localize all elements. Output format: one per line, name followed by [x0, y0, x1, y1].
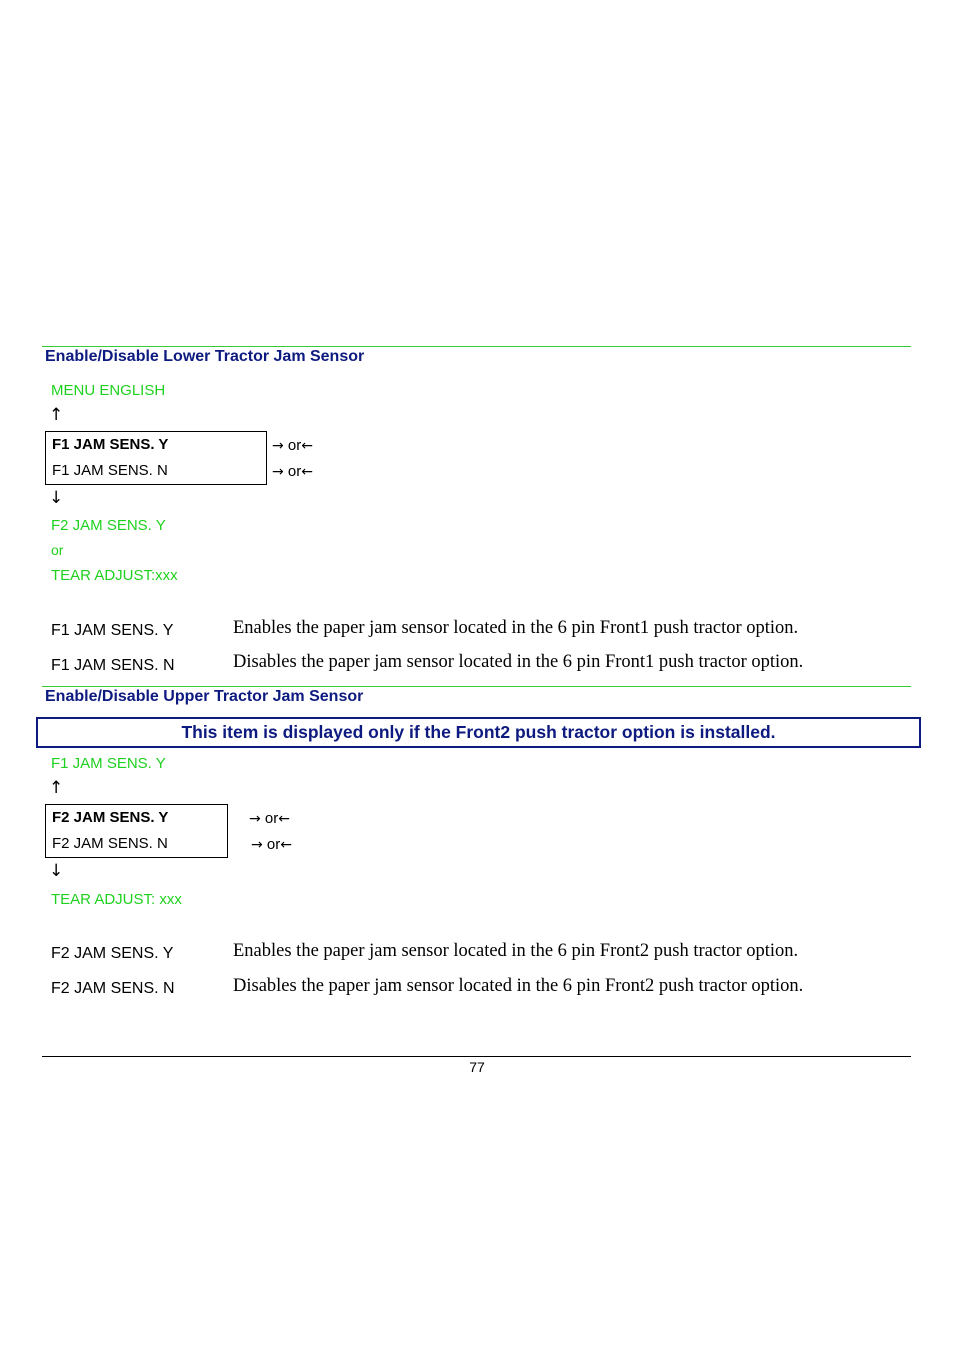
left-arrow-icon: ←: [278, 811, 290, 827]
menu-next-item: TEAR ADJUST:xxx: [51, 567, 178, 584]
definition-text: Enables the paper jam sensor located in the 6 pin Front2 push tractor option.: [233, 941, 799, 961]
menu-previous-item: F1 JAM SENS. Y: [51, 755, 166, 772]
menu-next-item: F2 JAM SENS. Y: [51, 517, 166, 534]
menu-previous-item: MENU ENGLISH: [51, 382, 166, 399]
left-arrow-icon: ←: [280, 837, 292, 853]
or-text: or: [287, 437, 302, 454]
section-heading-lower-tractor: Enable/Disable Lower Tractor Jam Sensor: [45, 348, 365, 365]
menu-next-or: or: [51, 542, 64, 558]
navigation-hint: [272, 463, 313, 480]
definition-text: Disables the paper jam sensor located in the 6 pin Front1 push tractor option.: [233, 652, 804, 672]
menu-option: F1 JAM SENS. N: [52, 462, 168, 479]
definition-term: F2 JAM SENS. N: [51, 980, 175, 997]
down-arrow-icon: ↓: [49, 861, 64, 881]
definition-term: F2 JAM SENS. Y: [51, 945, 174, 962]
menu-options-box: [45, 804, 228, 858]
navigation-hint: [251, 836, 292, 853]
navigation-hint: [249, 810, 290, 827]
left-arrow-icon: ←: [301, 438, 313, 454]
definition-text: Disables the paper jam sensor located in the 6 pin Front2 push tractor option.: [233, 976, 804, 996]
down-arrow-icon: ↓: [49, 488, 64, 508]
right-arrow-icon: →: [272, 438, 284, 454]
navigation-hint: [272, 437, 313, 454]
footer-divider: [42, 1056, 911, 1057]
definition-term: F1 JAM SENS. N: [51, 657, 175, 674]
right-arrow-icon: →: [251, 837, 263, 853]
right-arrow-icon: →: [249, 811, 261, 827]
up-arrow-icon: ↑: [49, 405, 64, 425]
menu-option-selected: F2 JAM SENS. Y: [52, 809, 169, 826]
definition-term: F1 JAM SENS. Y: [51, 622, 174, 639]
section-divider: [42, 686, 911, 687]
menu-options-box: [45, 431, 267, 485]
or-text: or: [287, 463, 302, 480]
section-heading-upper-tractor: Enable/Disable Upper Tractor Jam Sensor: [45, 688, 364, 705]
up-arrow-icon: ↑: [49, 778, 64, 798]
page-number: 77: [469, 1059, 485, 1075]
definition-text: Enables the paper jam sensor located in the 6 pin Front1 push tractor option.: [233, 618, 799, 638]
or-text: or: [264, 810, 279, 827]
or-text: or: [266, 836, 281, 853]
menu-option: F2 JAM SENS. N: [52, 835, 168, 852]
installation-note: This item is displayed only if the Front2 push tractor option is installed.: [36, 717, 921, 748]
left-arrow-icon: ←: [301, 464, 313, 480]
right-arrow-icon: →: [272, 464, 284, 480]
menu-option-selected: F1 JAM SENS. Y: [52, 436, 169, 453]
menu-next-item: TEAR ADJUST: xxx: [51, 891, 182, 908]
section-divider: [42, 346, 911, 347]
